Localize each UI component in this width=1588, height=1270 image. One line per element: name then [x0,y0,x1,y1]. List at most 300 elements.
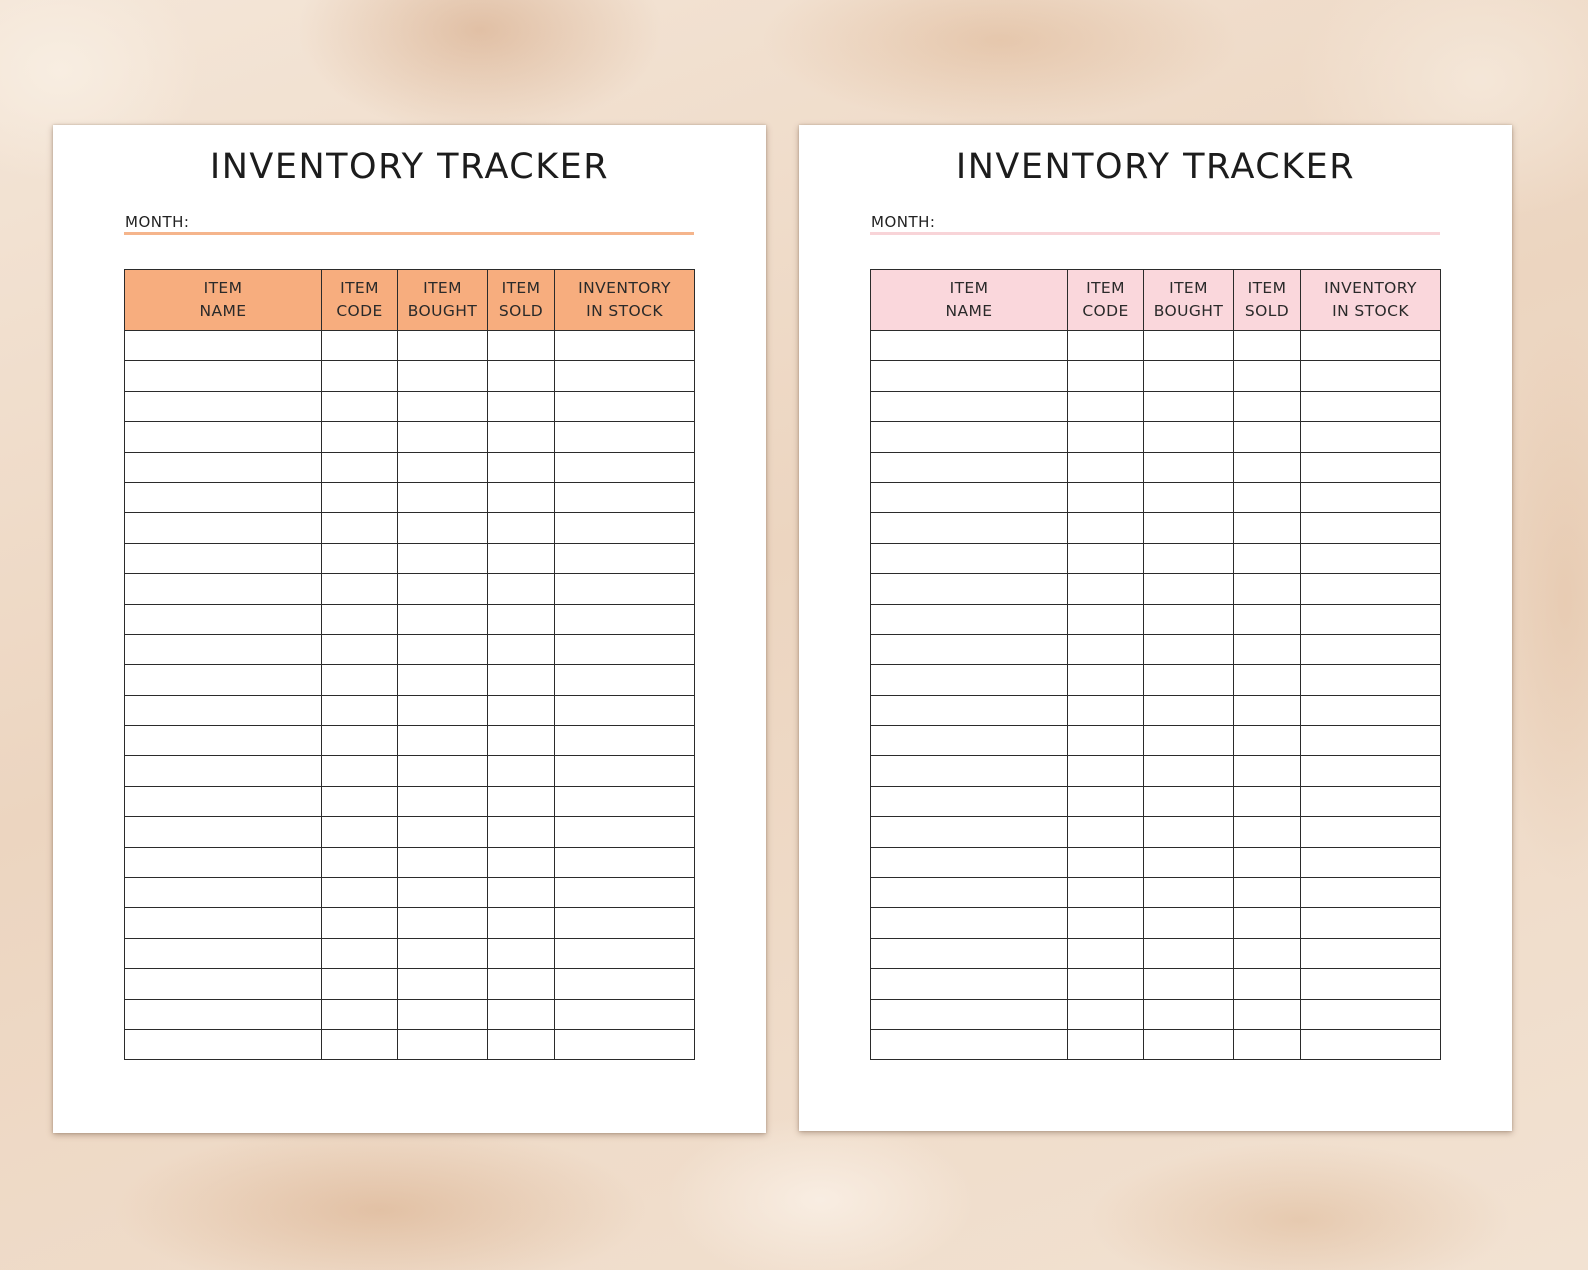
cell-item-bought[interactable] [1144,756,1234,786]
cell-item-bought[interactable] [1144,422,1234,452]
cell-inventory-in-stock[interactable] [555,574,695,604]
table-row [871,726,1441,756]
cell-item-name[interactable] [125,786,322,816]
cell-item-bought[interactable] [398,634,488,664]
cell-item-sold[interactable] [1234,908,1301,938]
cell-inventory-in-stock[interactable] [555,1029,695,1059]
cell-inventory-in-stock[interactable] [1301,452,1441,482]
cell-item-name[interactable] [871,726,1068,756]
cell-item-name[interactable] [871,969,1068,999]
cell-item-name[interactable] [871,543,1068,573]
inventory-table [870,269,1441,1060]
cell-item-name[interactable] [125,634,322,664]
cell-item-code[interactable] [1068,908,1144,938]
cell-item-name[interactable] [125,878,322,908]
table-row [125,969,695,999]
cell-item-name[interactable] [871,908,1068,938]
cell-inventory-in-stock[interactable] [555,665,695,695]
cell-item-code[interactable] [322,634,398,664]
cell-item-sold[interactable] [1234,634,1301,664]
cell-item-bought[interactable] [1144,847,1234,877]
cell-item-name[interactable] [871,574,1068,604]
cell-item-bought[interactable] [1144,999,1234,1029]
cell-item-sold[interactable] [1234,1029,1301,1059]
cell-item-bought[interactable] [1144,726,1234,756]
cell-item-sold[interactable] [1234,786,1301,816]
cell-item-code[interactable] [322,452,398,482]
cell-item-sold[interactable] [488,817,555,847]
cell-inventory-in-stock[interactable] [1301,878,1441,908]
month-entry-line[interactable] [124,232,694,235]
cell-inventory-in-stock[interactable] [555,786,695,816]
cell-item-bought[interactable] [398,695,488,725]
table-row [125,665,695,695]
cell-inventory-in-stock[interactable] [555,817,695,847]
cell-inventory-in-stock[interactable] [1301,634,1441,664]
header-row [125,270,695,331]
inventory-sheet-pink [799,125,1512,1131]
cell-item-sold[interactable] [488,938,555,968]
cell-item-name[interactable] [125,513,322,543]
cell-item-bought[interactable] [398,665,488,695]
cell-item-bought[interactable] [1144,634,1234,664]
cell-item-sold[interactable] [488,695,555,725]
cell-item-bought[interactable] [398,756,488,786]
month-label: MONTH: [125,213,190,231]
sheet-title: INVENTORY TRACKER [209,147,610,187]
cell-item-sold[interactable] [1234,756,1301,786]
cell-item-bought[interactable] [1144,938,1234,968]
cell-item-name[interactable] [125,574,322,604]
cell-item-code[interactable] [322,695,398,725]
table-row [125,908,695,938]
cell-item-sold[interactable] [1234,391,1301,421]
header-inventory-in-stock: INVENTORY IN STOCK [1301,270,1441,331]
cell-item-sold[interactable] [488,908,555,938]
cell-item-sold[interactable] [1234,726,1301,756]
cell-item-bought[interactable] [398,331,488,361]
cell-item-bought[interactable] [398,452,488,482]
cell-item-code[interactable] [1068,574,1144,604]
cell-item-name[interactable] [871,361,1068,391]
cell-item-sold[interactable] [488,634,555,664]
cell-item-bought[interactable] [1144,513,1234,543]
cell-item-sold[interactable] [488,969,555,999]
cell-inventory-in-stock[interactable] [1301,726,1441,756]
table-row [125,452,695,482]
cell-inventory-in-stock[interactable] [555,361,695,391]
table-row [871,847,1441,877]
cell-item-code[interactable] [1068,969,1144,999]
cell-item-name[interactable] [871,513,1068,543]
cell-item-name[interactable] [125,331,322,361]
cell-item-bought[interactable] [398,847,488,877]
cell-item-name[interactable] [125,604,322,634]
cell-item-code[interactable] [322,726,398,756]
cell-item-bought[interactable] [1144,604,1234,634]
cell-item-sold[interactable] [488,543,555,573]
cell-item-bought[interactable] [398,361,488,391]
cell-item-name[interactable] [125,665,322,695]
cell-item-code[interactable] [1068,756,1144,786]
cell-inventory-in-stock[interactable] [1301,969,1441,999]
cell-inventory-in-stock[interactable] [1301,543,1441,573]
cell-item-sold[interactable] [1234,422,1301,452]
table-row [125,878,695,908]
sheet-title: INVENTORY TRACKER [955,147,1356,187]
cell-item-name[interactable] [871,634,1068,664]
table-row [871,331,1441,361]
cell-item-bought[interactable] [398,969,488,999]
cell-item-sold[interactable] [1234,452,1301,482]
cell-item-code[interactable] [1068,878,1144,908]
cell-item-code[interactable] [1068,331,1144,361]
table-row [871,999,1441,1029]
cell-item-sold[interactable] [1234,817,1301,847]
cell-item-sold[interactable] [1234,604,1301,634]
cell-item-sold[interactable] [1234,543,1301,573]
cell-item-name[interactable] [125,695,322,725]
cell-item-code[interactable] [322,878,398,908]
cell-item-name[interactable] [125,361,322,391]
cell-item-bought[interactable] [1144,817,1234,847]
cell-inventory-in-stock[interactable] [1301,422,1441,452]
cell-item-code[interactable] [1068,634,1144,664]
cell-inventory-in-stock[interactable] [555,999,695,1029]
table-row [871,361,1441,391]
cell-item-name[interactable] [871,786,1068,816]
cell-item-sold[interactable] [488,1029,555,1059]
cell-item-code[interactable] [1068,665,1144,695]
cell-item-sold[interactable] [488,878,555,908]
inventory-table [124,269,695,1060]
cell-item-sold[interactable] [488,847,555,877]
table-row [125,574,695,604]
cell-item-code[interactable] [1068,847,1144,877]
cell-item-bought[interactable] [1144,574,1234,604]
cell-item-code[interactable] [1068,543,1144,573]
table-row [871,938,1441,968]
cell-inventory-in-stock[interactable] [555,391,695,421]
cell-item-name[interactable] [125,482,322,512]
table-row [871,756,1441,786]
cell-item-code[interactable] [322,361,398,391]
cell-item-bought[interactable] [1144,969,1234,999]
cell-inventory-in-stock[interactable] [1301,786,1441,816]
cell-item-sold[interactable] [488,452,555,482]
cell-item-sold[interactable] [488,574,555,604]
table-row [871,695,1441,725]
header-item-bought: ITEM BOUGHT [398,270,488,331]
cell-item-code[interactable] [1068,938,1144,968]
cell-item-bought[interactable] [1144,908,1234,938]
cell-item-bought[interactable] [1144,331,1234,361]
cell-inventory-in-stock[interactable] [555,604,695,634]
table-row [125,756,695,786]
cell-item-code[interactable] [1068,422,1144,452]
cell-item-code[interactable] [322,817,398,847]
cell-item-code[interactable] [322,786,398,816]
cell-item-bought[interactable] [1144,543,1234,573]
table-row [125,1029,695,1059]
cell-inventory-in-stock[interactable] [1301,361,1441,391]
cell-inventory-in-stock[interactable] [555,513,695,543]
cell-item-code[interactable] [322,604,398,634]
cell-item-sold[interactable] [1234,574,1301,604]
cell-item-name[interactable] [871,999,1068,1029]
cell-item-code[interactable] [1068,361,1144,391]
table-row [125,331,695,361]
table-row [125,695,695,725]
cell-inventory-in-stock[interactable] [1301,695,1441,725]
cell-item-name[interactable] [125,391,322,421]
cell-item-name[interactable] [125,726,322,756]
cell-item-sold[interactable] [488,756,555,786]
cell-item-sold[interactable] [1234,695,1301,725]
table-row [125,604,695,634]
cell-item-sold[interactable] [488,422,555,452]
cell-item-sold[interactable] [1234,938,1301,968]
cell-inventory-in-stock[interactable] [1301,391,1441,421]
cell-item-name[interactable] [125,756,322,786]
cell-inventory-in-stock[interactable] [555,847,695,877]
cell-item-name[interactable] [125,817,322,847]
cell-item-code[interactable] [322,482,398,512]
cell-inventory-in-stock[interactable] [555,908,695,938]
cell-inventory-in-stock[interactable] [555,938,695,968]
cell-item-sold[interactable] [1234,665,1301,695]
cell-item-sold[interactable] [1234,361,1301,391]
month-entry-line[interactable] [870,232,1440,235]
cell-item-bought[interactable] [398,938,488,968]
cell-item-name[interactable] [871,878,1068,908]
cell-item-sold[interactable] [1234,969,1301,999]
cell-item-sold[interactable] [488,786,555,816]
cell-item-code[interactable] [1068,452,1144,482]
cell-item-bought[interactable] [1144,452,1234,482]
cell-item-bought[interactable] [1144,786,1234,816]
cell-item-name[interactable] [871,756,1068,786]
cell-inventory-in-stock[interactable] [1301,604,1441,634]
table-row [871,452,1441,482]
cell-item-code[interactable] [1068,817,1144,847]
cell-inventory-in-stock[interactable] [1301,513,1441,543]
cell-item-bought[interactable] [1144,1029,1234,1059]
cell-item-sold[interactable] [488,513,555,543]
cell-item-name[interactable] [125,938,322,968]
table-row [125,726,695,756]
cell-item-code[interactable] [322,1029,398,1059]
table-row [871,969,1441,999]
cell-item-code[interactable] [322,331,398,361]
cell-inventory-in-stock[interactable] [1301,482,1441,512]
cell-item-bought[interactable] [398,422,488,452]
cell-item-code[interactable] [322,391,398,421]
cell-item-sold[interactable] [488,726,555,756]
cell-item-name[interactable] [125,452,322,482]
table-row [871,604,1441,634]
cell-inventory-in-stock[interactable] [1301,665,1441,695]
cell-item-bought[interactable] [398,391,488,421]
cell-item-sold[interactable] [488,361,555,391]
table-row [125,634,695,664]
cell-item-code[interactable] [322,665,398,695]
cell-item-bought[interactable] [398,482,488,512]
table-row [871,786,1441,816]
cell-inventory-in-stock[interactable] [1301,847,1441,877]
cell-item-code[interactable] [322,908,398,938]
table-row [871,574,1441,604]
table-row [125,817,695,847]
table-row [871,391,1441,421]
cell-item-name[interactable] [871,938,1068,968]
cell-inventory-in-stock[interactable] [1301,908,1441,938]
header-inventory-in-stock: INVENTORY IN STOCK [555,270,695,331]
cell-item-code[interactable] [322,756,398,786]
cell-item-bought[interactable] [398,908,488,938]
cell-item-bought[interactable] [398,574,488,604]
cell-item-name[interactable] [871,391,1068,421]
cell-item-code[interactable] [322,513,398,543]
cell-item-code[interactable] [322,422,398,452]
cell-item-name[interactable] [871,1029,1068,1059]
cell-item-name[interactable] [871,331,1068,361]
cell-item-sold[interactable] [1234,847,1301,877]
cell-item-bought[interactable] [398,513,488,543]
table-row [871,878,1441,908]
cell-item-sold[interactable] [1234,999,1301,1029]
cell-inventory-in-stock[interactable] [555,756,695,786]
inventory-sheet-orange [53,125,766,1133]
cell-inventory-in-stock[interactable] [555,482,695,512]
cell-inventory-in-stock[interactable] [1301,938,1441,968]
table-row [125,999,695,1029]
cell-item-name[interactable] [871,817,1068,847]
cell-item-bought[interactable] [1144,391,1234,421]
cell-item-name[interactable] [871,452,1068,482]
cell-item-bought[interactable] [398,878,488,908]
cell-item-name[interactable] [125,847,322,877]
cell-inventory-in-stock[interactable] [1301,999,1441,1029]
cell-item-code[interactable] [322,969,398,999]
cell-item-sold[interactable] [1234,513,1301,543]
cell-item-name[interactable] [871,482,1068,512]
cell-item-sold[interactable] [488,999,555,1029]
cell-inventory-in-stock[interactable] [555,452,695,482]
cell-item-name[interactable] [871,847,1068,877]
cell-item-bought[interactable] [398,1029,488,1059]
cell-item-code[interactable] [1068,726,1144,756]
cell-item-name[interactable] [125,1029,322,1059]
cell-item-sold[interactable] [488,391,555,421]
table-row [125,422,695,452]
cell-item-sold[interactable] [488,482,555,512]
cell-item-code[interactable] [322,847,398,877]
header-item-code: ITEM CODE [1068,270,1144,331]
cell-item-bought[interactable] [398,726,488,756]
table-row [125,847,695,877]
cell-inventory-in-stock[interactable] [1301,574,1441,604]
cell-inventory-in-stock[interactable] [1301,1029,1441,1059]
cell-item-sold[interactable] [1234,331,1301,361]
table-row [871,543,1441,573]
table-row [125,938,695,968]
cell-inventory-in-stock[interactable] [555,331,695,361]
cell-item-code[interactable] [322,574,398,604]
cell-item-code[interactable] [1068,513,1144,543]
cell-item-bought[interactable] [398,817,488,847]
cell-item-bought[interactable] [1144,878,1234,908]
month-label: MONTH: [871,213,936,231]
cell-item-sold[interactable] [488,604,555,634]
cell-item-name[interactable] [125,908,322,938]
table-row [871,817,1441,847]
table-row [871,665,1441,695]
table-row [871,634,1441,664]
cell-item-code[interactable] [1068,695,1144,725]
cell-item-name[interactable] [871,604,1068,634]
cell-inventory-in-stock[interactable] [555,878,695,908]
cell-item-sold[interactable] [1234,482,1301,512]
cell-item-bought[interactable] [1144,695,1234,725]
cell-inventory-in-stock[interactable] [555,634,695,664]
cell-item-bought[interactable] [1144,482,1234,512]
cell-item-code[interactable] [1068,482,1144,512]
cell-item-sold[interactable] [488,331,555,361]
cell-inventory-in-stock[interactable] [1301,331,1441,361]
table-row [125,482,695,512]
cell-item-code[interactable] [322,938,398,968]
cell-inventory-in-stock[interactable] [555,422,695,452]
cell-item-sold[interactable] [488,665,555,695]
cell-item-bought[interactable] [398,543,488,573]
cell-inventory-in-stock[interactable] [555,726,695,756]
cell-item-bought[interactable] [1144,665,1234,695]
cell-item-bought[interactable] [398,999,488,1029]
table-row [871,908,1441,938]
cell-item-bought[interactable] [1144,361,1234,391]
cell-inventory-in-stock[interactable] [555,969,695,999]
cell-item-code[interactable] [1068,1029,1144,1059]
cell-item-name[interactable] [871,695,1068,725]
cell-item-code[interactable] [1068,999,1144,1029]
cell-inventory-in-stock[interactable] [1301,756,1441,786]
cell-inventory-in-stock[interactable] [555,695,695,725]
header-item-name: ITEM NAME [125,270,322,331]
cell-item-code[interactable] [1068,391,1144,421]
cell-item-name[interactable] [125,422,322,452]
cell-item-bought[interactable] [398,786,488,816]
cell-item-name[interactable] [125,543,322,573]
cell-item-code[interactable] [1068,786,1144,816]
table-row [871,513,1441,543]
cell-item-name[interactable] [871,422,1068,452]
header-item-bought: ITEM BOUGHT [1144,270,1234,331]
cell-item-code[interactable] [1068,604,1144,634]
cell-item-name[interactable] [871,665,1068,695]
cell-item-bought[interactable] [398,604,488,634]
cell-item-code[interactable] [322,999,398,1029]
cell-item-name[interactable] [125,969,322,999]
header-item-name: ITEM NAME [871,270,1068,331]
header-item-sold: ITEM SOLD [488,270,555,331]
cell-inventory-in-stock[interactable] [1301,817,1441,847]
cell-item-name[interactable] [125,999,322,1029]
cell-item-sold[interactable] [1234,878,1301,908]
cell-item-code[interactable] [322,543,398,573]
cell-inventory-in-stock[interactable] [555,543,695,573]
header-row [871,270,1441,331]
